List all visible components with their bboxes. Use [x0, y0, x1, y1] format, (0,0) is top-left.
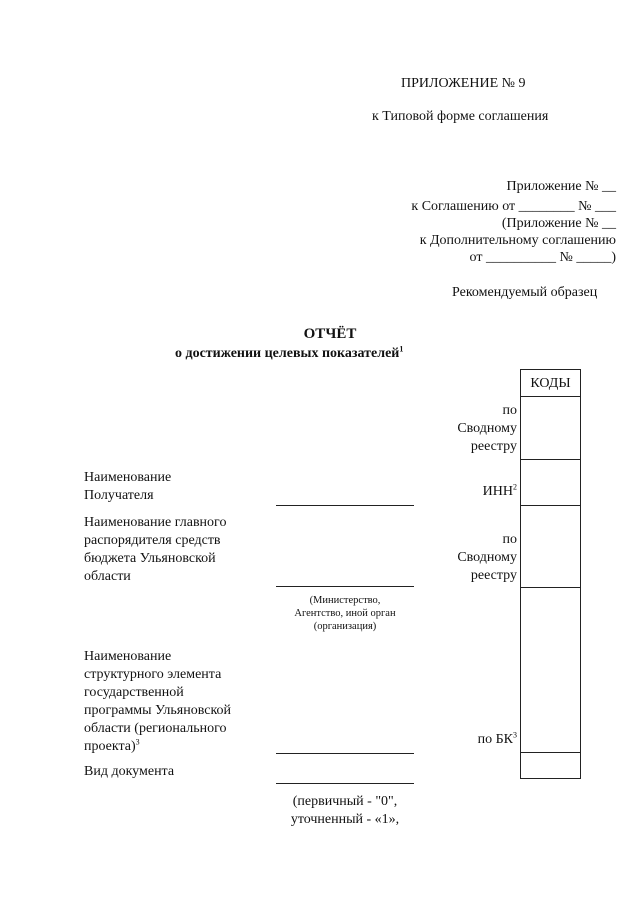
inn-code-label-text: ИНН: [482, 484, 513, 499]
footnote-2: 2: [513, 482, 517, 492]
doc-type-label: Вид документа: [84, 764, 175, 779]
doc-type-fill-line[interactable]: [276, 783, 414, 784]
footnote-3: 3: [513, 730, 517, 740]
attach-line-4: к Дополнительному соглашению: [419, 233, 616, 248]
program-label: Наименование структурного элемента государственной программы Ульяновской области (регионального проекта)$^3$: [84, 649, 232, 754]
bk-code-label-text: по БК: [477, 732, 513, 747]
codes-divider: [521, 752, 580, 753]
appendix-title: ПРИЛОЖЕНИЕ № 9: [401, 76, 526, 91]
recipient-label: Наименование Получателя: [84, 470, 172, 503]
codes-divider: [521, 587, 580, 588]
codes-divider: [521, 505, 580, 506]
codes-header: КОДЫ: [530, 375, 571, 391]
manager-label: Наименование главного распорядителя средств бюджета Ульяновской области: [84, 515, 227, 584]
inn-code-label: [482, 482, 517, 499]
footnote-1: 1: [399, 344, 404, 354]
program-fill-line[interactable]: [276, 753, 414, 754]
attach-line-1: Приложение № __: [506, 179, 616, 194]
manager-code-label: по Сводному реестру: [457, 532, 517, 583]
attach-line-3: (Приложение № __: [501, 216, 616, 231]
bk-code-label: [477, 730, 517, 747]
recipient-fill-line[interactable]: [276, 505, 414, 506]
registry-top-code-label: по Сводному реестру: [457, 403, 517, 454]
manager-hint: (Министерство, Агентство, иной орган (организация): [294, 595, 396, 633]
doc-type-hint: (первичный - "0", уточненный - «1»,: [290, 794, 400, 827]
report-subtitle-text: о достижении целевых показателей: [175, 346, 400, 361]
recommended-sample: Рекомендуемый образец: [452, 285, 598, 300]
codes-divider: [521, 459, 580, 460]
attach-line-2: к Соглашению от ________ № ___: [411, 199, 616, 214]
codes-divider: [521, 396, 580, 397]
footnote-3: 3: [135, 737, 140, 747]
appendix-subtitle: к Типовой форме соглашения: [372, 109, 549, 124]
manager-fill-line[interactable]: [276, 586, 414, 587]
report-subtitle: [175, 344, 404, 361]
codes-column: [520, 369, 581, 779]
report-title: ОТЧЁТ: [303, 326, 357, 342]
attach-line-5: от __________ № _____): [469, 250, 616, 265]
